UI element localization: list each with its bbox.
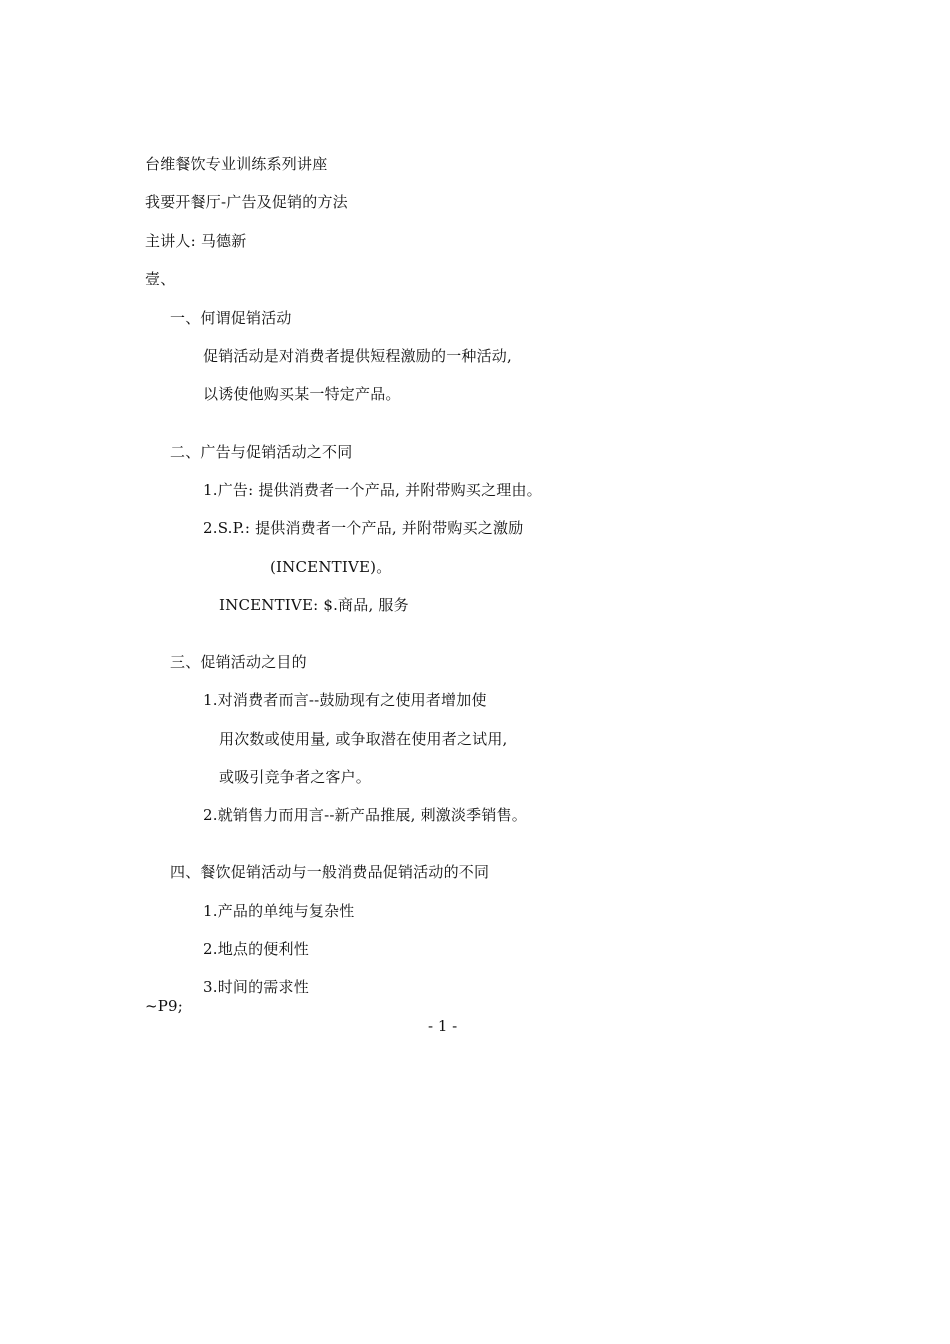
- section-2-line-4: INCENTIVE: $.商品, 服务: [219, 596, 409, 614]
- section-heading-3: 三、促销活动之目的: [170, 653, 307, 671]
- section-2-line-3: (INCENTIVE)。: [270, 558, 392, 576]
- section-3-line-1: 1.对消费者而言--鼓励现有之使用者增加使: [203, 691, 487, 709]
- section-1-line-1: 促销活动是对消费者提供短程激励的一种活动,: [203, 347, 512, 365]
- section-4-line-2: 2.地点的便利性: [203, 940, 309, 958]
- section-3-line-4: 2.就销售力而用言--新产品推展, 刺激淡季销售。: [203, 806, 527, 824]
- section-heading-1: 一、何谓促销活动: [170, 309, 292, 327]
- lecture-title: 我要开餐厅-广告及促销的方法: [145, 193, 348, 211]
- section-4-line-3: 3.时间的需求性: [203, 978, 309, 996]
- section-3-line-2: 用次数或使用量, 或争取潜在使用者之试用,: [219, 730, 508, 748]
- stray-mark: ~P9;: [145, 997, 184, 1015]
- section-heading-2: 二、广告与促销活动之不同: [170, 443, 353, 461]
- series-title: 台维餐饮专业训练系列讲座: [145, 155, 328, 173]
- part-marker: 壹、: [145, 270, 176, 288]
- section-heading-4: 四、餐饮促销活动与一般消费品促销活动的不同: [170, 863, 490, 881]
- page-number: - 1 -: [428, 1017, 458, 1035]
- section-2-line-1: 1.广告: 提供消费者一个产品, 并附带购买之理由。: [203, 481, 542, 499]
- speaker-line: 主讲人: 马德新: [145, 232, 247, 250]
- section-4-line-1: 1.产品的单纯与复杂性: [203, 902, 355, 920]
- section-2-line-2: 2.S.P.: 提供消费者一个产品, 并附带购买之激励: [203, 519, 524, 537]
- section-3-line-3: 或吸引竞争者之客户。: [219, 768, 372, 786]
- section-1-line-2: 以诱使他购买某一特定产品。: [203, 385, 401, 403]
